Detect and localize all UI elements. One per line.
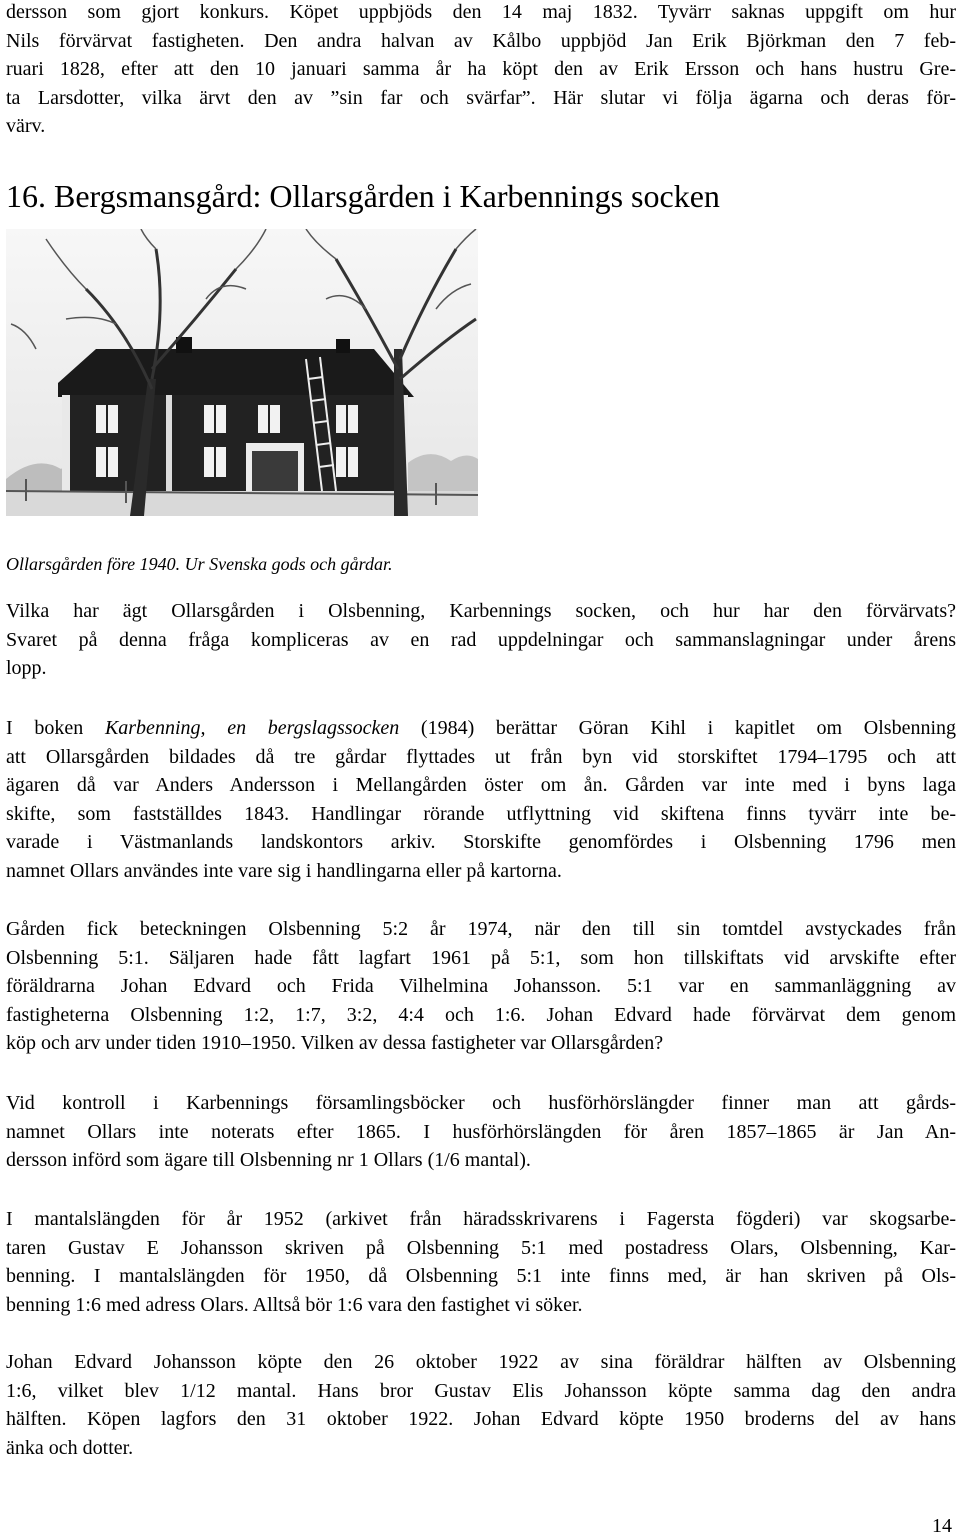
text-line: I mantalslängden för år 1952 (arkivet från häradsskrivarens i Fagersta fögderi) var skogsarbe- <box>6 1208 956 1230</box>
text-line: taren Gustav E Johansson skriven på Olsbenning 5:1 med postadress Olars, Olsbenning, Kar- <box>6 1236 956 1259</box>
paragraph-3 <box>6 915 956 1058</box>
text-line: ruari 1828, efter att den 10 januari samma år ha köpt den av Erik Ersson och hans hustru Gre- <box>6 58 956 81</box>
top-paragraph <box>6 0 956 141</box>
text-line: att Ollarsgården bildades då tre gårdar flyttades ut från byn vid storskiftet 1794–1795 och att <box>6 745 956 768</box>
paragraph-6 <box>6 1348 956 1462</box>
text-line: dersson införd som ägare till Olsbenning nr 1 Ollars (1/6 mantal). <box>6 1149 531 1172</box>
page-number: 14 <box>932 1515 952 1537</box>
text-line: ta Larsdotter, vilka ärvt den av ”sin far och svärfar”. Här slutar vi följa ägarna och deras för- <box>6 86 956 109</box>
text-line: lopp. <box>6 657 47 680</box>
house-photo <box>6 229 478 516</box>
text-line: Olsbenning 5:1. Säljaren hade fått lagfart 1961 på 5:1, som hon tillskiftats vid arvskifte efter <box>6 946 956 969</box>
text-line: Vid kontroll i Karbennings församlingsböcker och husförhörslängder finner man att gårds- <box>6 1092 956 1114</box>
text-line: namnet Ollars användes inte vare sig i handlingarna eller på kartorna. <box>6 859 562 882</box>
text-line: dersson som gjort konkurs. Köpet uppbjöds den 14 maj 1832. Tyvärr saknas uppgift om hur <box>6 1 956 23</box>
text-line: varade i Västmanlands landskontors arkiv. Storskifte genomfördes i Olsbenning 1796 men <box>6 831 956 854</box>
text-line: Svaret på denna fråga kompliceras av en rad uppdelningar och sammanslagningar under årens <box>6 628 956 651</box>
text-line: hälften. Köpen lagfors den 31 oktober 1922. Johan Edvard köpte 1950 broderns del av hans <box>6 1408 956 1431</box>
text-run: I boken <box>6 717 105 739</box>
text-line: ägaren då var Anders Andersson i Mellangården öster om ån. Gården var inte med i byns laga <box>6 774 956 797</box>
text-line: namnet Ollars inte noterats efter 1865. I husförhörslängden för åren 1857–1865 är Jan An- <box>6 1120 956 1143</box>
photo-caption: Ollarsgården före 1940. Ur Svenska gods och gårdar. <box>6 554 393 574</box>
text-run: (1984) berättar Göran Kihl i kapitlet om Olsbenning <box>399 717 957 739</box>
text-line: värv. <box>6 115 46 138</box>
text-line: Johan Edvard Johansson köpte den 26 oktober 1922 av sina föräldrar hälften av Olsbenning <box>6 1351 956 1373</box>
paragraph-2 <box>6 714 956 886</box>
text-line: Nils förvärvat fastigheten. Den andra halvan av Kålbo uppbjöd Jan Erik Björkman den 7 feb- <box>6 29 956 52</box>
text-line: föräldrarna Johan Edvard och Frida Vilhelmina Johansson. 5:1 var en sammanläggning av <box>6 975 956 998</box>
text-line <box>6 714 956 743</box>
text-line: änka och dotter. <box>6 1436 134 1459</box>
paragraph-1 <box>6 597 956 683</box>
text-line: fastigheterna Olsbenning 1:2, 1:7, 3:2, 4:4 och 1:6. Johan Edvard hade förvärvat dem genom <box>6 1003 956 1026</box>
text-line: 1:6, vilket blev 1/12 mantal. Hans bror Gustav Elis Johansson köpte samma dag den andra <box>6 1379 956 1402</box>
text-line: benning 1:6 med adress Olars. Alltså bör 1:6 vara den fastighet vi söker. <box>6 1293 583 1316</box>
text-line: skifte, som fastställdes 1843. Handlingar rörande utflyttning vid skiftena finns tyvärr inte be- <box>6 802 956 825</box>
section-heading: 16. Bergsmansgård: Ollarsgården i Karbennings socken <box>6 178 720 214</box>
paragraph-4 <box>6 1089 956 1175</box>
text-line: köp och arv under tiden 1910–1950. Vilken av dessa fastigheter var Ollarsgården? <box>6 1032 664 1055</box>
book-title: Karbenning, en bergslagssocken <box>104 717 400 739</box>
text-line: benning. I mantalslängden för 1950, då Olsbenning 5:1 inte finns med, är han skriven på Ols- <box>6 1265 956 1288</box>
text-line: Vilka har ägt Ollarsgården i Olsbenning, Karbennings socken, och hur har den förvärvats? <box>6 600 956 622</box>
text-line: Gården fick beteckningen Olsbenning 5:2 år 1974, när den till sin tomtdel avstyckades från <box>6 918 956 940</box>
paragraph-5 <box>6 1205 956 1319</box>
